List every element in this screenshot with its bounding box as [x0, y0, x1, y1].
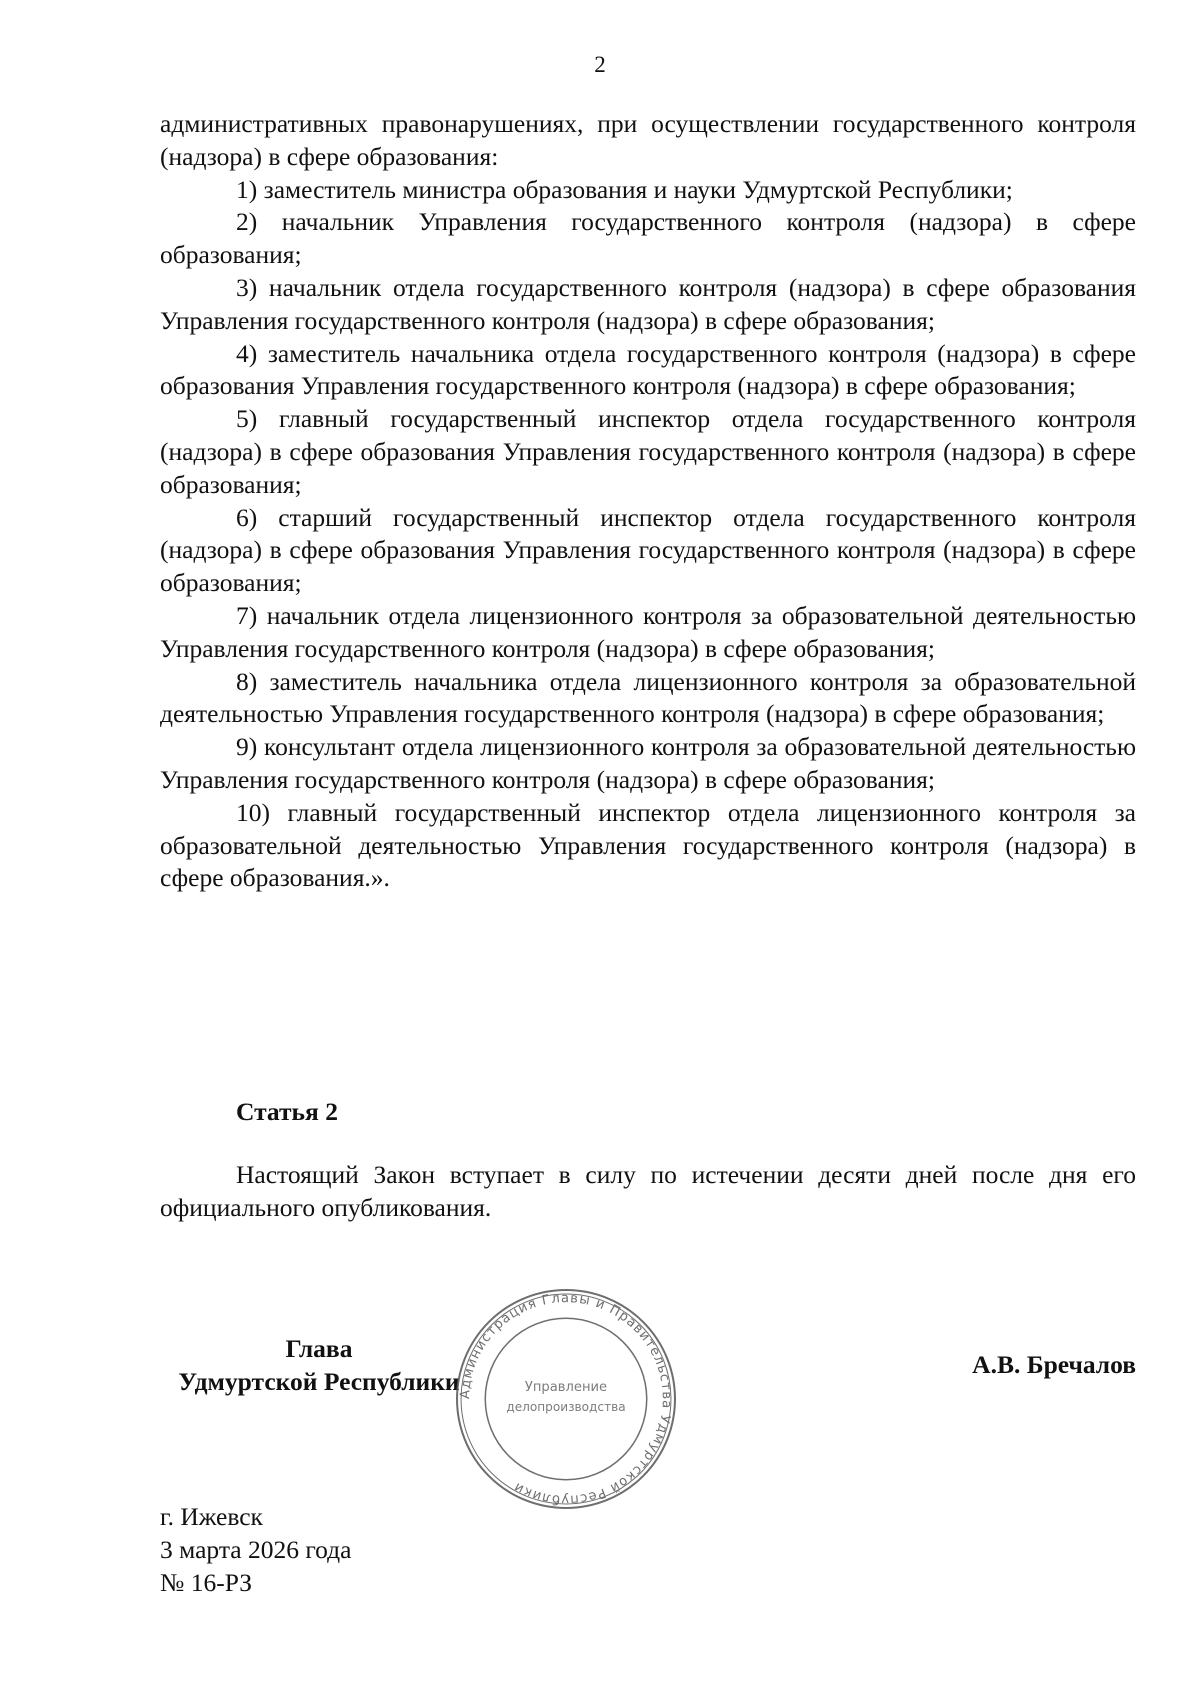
list-item-6: 6) старший государственный инспектор отдела государственного контроля (надзора) в сфере образования Управления государственного контроля (надзора) в сфере образования;: [160, 502, 1136, 598]
document-footer: [160, 1500, 351, 1599]
signatory-title-line-2: Удмуртской Республики: [178, 1367, 460, 1396]
page-number: 2: [594, 52, 606, 77]
list-item-3: 3) начальник отдела государственного контроля (надзора) в сфере образования Управления государственного контроля (надзора) в сфере образования;: [160, 272, 1136, 335]
official-seal-stamp: [455, 1288, 677, 1510]
footer-number: № 16-РЗ: [160, 1568, 252, 1597]
seal-outer-text: [458, 1291, 674, 1507]
signatory-title-line-1: Глава: [285, 1334, 353, 1363]
seal-inner-ring: [485, 1318, 646, 1479]
footer-city: г. Ижевск: [160, 1502, 263, 1531]
list-item-2: 2) начальник Управления государственного контроля (надзора) в сфере образования;: [160, 207, 1136, 270]
law-body: [160, 108, 1136, 895]
intro-paragraph: административных правонарушениях, при осуществлении государственного контроля (надзора) в сфере образования:: [160, 109, 1136, 171]
list-item-9: 9) консультант отдела лицензионного контроля за образовательной деятельностью Управления государственного контроля (надзора) в сфере образования;: [160, 732, 1136, 794]
footer-date: 3 марта 2026 года: [160, 1535, 352, 1564]
list-item-8: 8) заместитель начальника отдела лицензионного контроля за образовательной деятельностью Управления государственного контроля (надзора) в сфере образования;: [160, 666, 1136, 729]
seal-inner-text-line-1: Управление: [524, 1379, 608, 1395]
list-item-1: 1) заместитель министра образования и науки Удмуртской Республики;: [236, 174, 1013, 204]
article-text: Настоящий Закон вступает в силу по истечении десяти дней после дня его официального опубликования.: [160, 1160, 1136, 1222]
signatory-name: А.В. Бречалов: [972, 1350, 1136, 1379]
signatory-title: [160, 1332, 478, 1398]
list-item-5: 5) главный государственный инспектор отдела государственного контроля (надзора) в сфере образования Управления государственного контроля (надзора) в сфере образования;: [160, 404, 1136, 499]
list-item-7: 7) начальник отдела лицензионного контроля за образовательной деятельностью Управления государственного контроля (надзора) в сфере образования;: [160, 600, 1136, 663]
list-item-4: 4) заместитель начальника отдела государственного контроля (надзора) в сфере образования Управления государственного контроля (надзора) в сфере образования;: [160, 338, 1136, 401]
seal-outer-text-path: Администрация Главы и Правительства Удмуртской Республики: [458, 1291, 674, 1507]
seal-inner-text-line-2: делопроизводства: [506, 1400, 626, 1415]
article-heading: Статья 2: [236, 1097, 338, 1126]
list-item-10: 10) главный государственный инспектор отдела лицензионного контроля за образовательной деятельностью Управления государственного контроля (надзора) в сфере образования.».: [160, 797, 1136, 893]
